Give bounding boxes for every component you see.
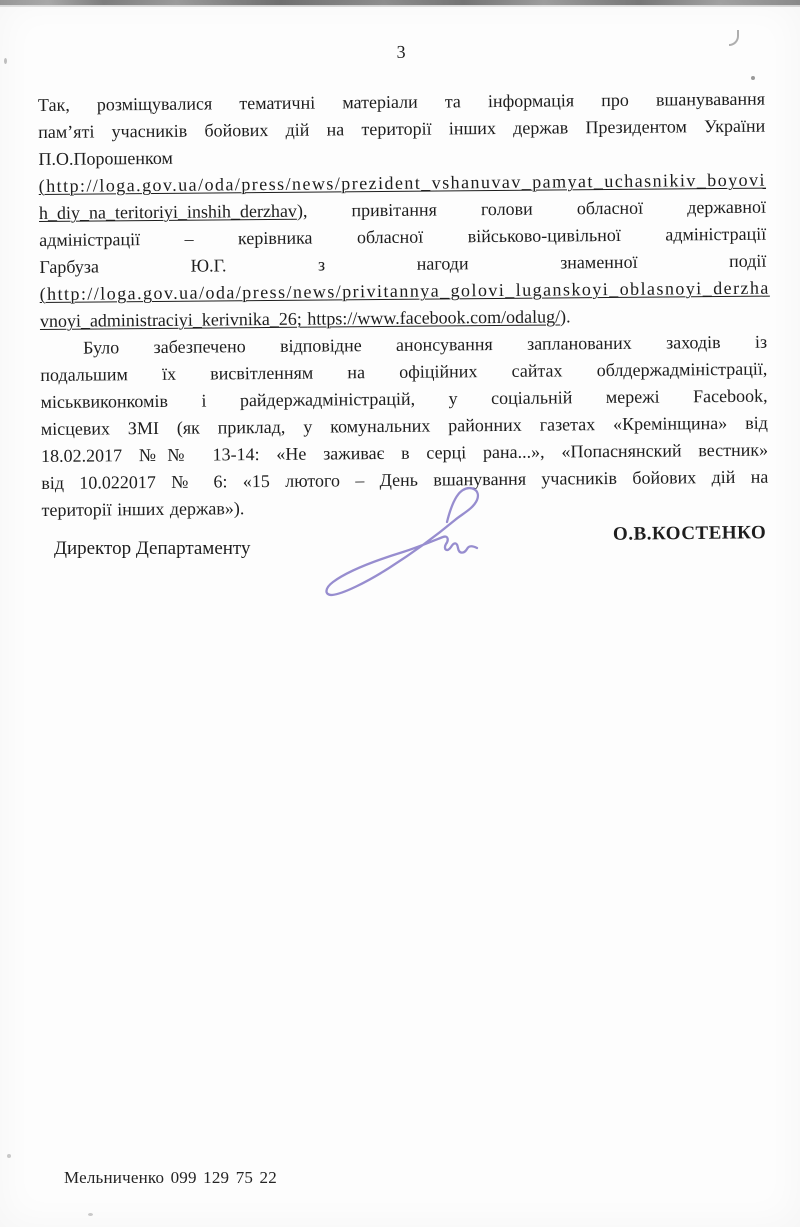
- document-link[interactable]: vnoyi_administraciyi_kerivnika_26;: [39, 308, 308, 331]
- text-segment: міськвиконкомів і райдержадміністрацій, у соціальній мережі Facebook,: [40, 385, 768, 412]
- text-segment: місцевих ЗМІ (як приклад, у комунальних районних газетах «Кремінщина» від: [40, 412, 768, 439]
- text-segment: від 10.022017 № 6: «15 лютого – День вшанування учасників бойових дій на: [41, 466, 769, 493]
- text-segment: адміністрації – керівника обласної військово-цивільної адміністрації: [39, 223, 767, 250]
- text-segment: Гарбуза Ю.Г. з нагоди знаменної події: [39, 250, 767, 277]
- text-segment: 18.02.2017 №№ 13-14: «Не заживає в серці рана...», «Попаснянский вестник»: [40, 439, 769, 466]
- footer-contact: Мельниченко 099 129 75 22: [64, 1168, 277, 1187]
- text-segment: ).: [560, 306, 571, 327]
- document-link[interactable]: (http://loga.gov.ua/oda/press/news/privitannya_golovi_luganskoyi_oblasnoyi_derzha: [39, 277, 770, 304]
- text-segment: подальшим їх висвітленням на офіційних сайтах облдержадміністрації,: [40, 358, 768, 385]
- document-content: [37, 38, 768, 524]
- document-body: [38, 86, 769, 524]
- scan-edge-artifact-light: [0, 5, 800, 7]
- page-number: 3: [396, 41, 406, 62]
- text-segment: ), привітання голови обласної державної: [296, 196, 767, 221]
- signer-role: Директор Департаменту: [54, 538, 251, 559]
- document-link[interactable]: (http://loga.gov.ua/oda/press/news/prezident_vshanuvav_pamyat_uchasnikiv_boyovi: [38, 169, 767, 196]
- text-segment: П.О.Порошенком: [38, 147, 173, 169]
- text-segment: Так, розміщувалися тематичні матеріали та інформація про вшанувавання: [37, 88, 766, 115]
- signer-name: О.В.КОСТЕНКО: [612, 522, 767, 545]
- document-link[interactable]: https://www.facebook.com/odalug/: [307, 306, 561, 329]
- scan-speck: [4, 58, 7, 64]
- scan-speck: [7, 1154, 11, 1158]
- paragraph-1: [37, 86, 770, 335]
- scan-speck: [88, 1213, 93, 1216]
- signature-row: [54, 522, 767, 560]
- document-link[interactable]: h_diy_na_teritoriyi_inshih_derzhav: [38, 200, 297, 223]
- text-segment: Було забезпечено відповідне анонсування запланованих заходів із: [83, 331, 768, 358]
- text-segment: території інших держав»).: [41, 498, 245, 520]
- text-segment: пам’яті учасників бойових дій на території інших держав Президентом України: [38, 115, 766, 142]
